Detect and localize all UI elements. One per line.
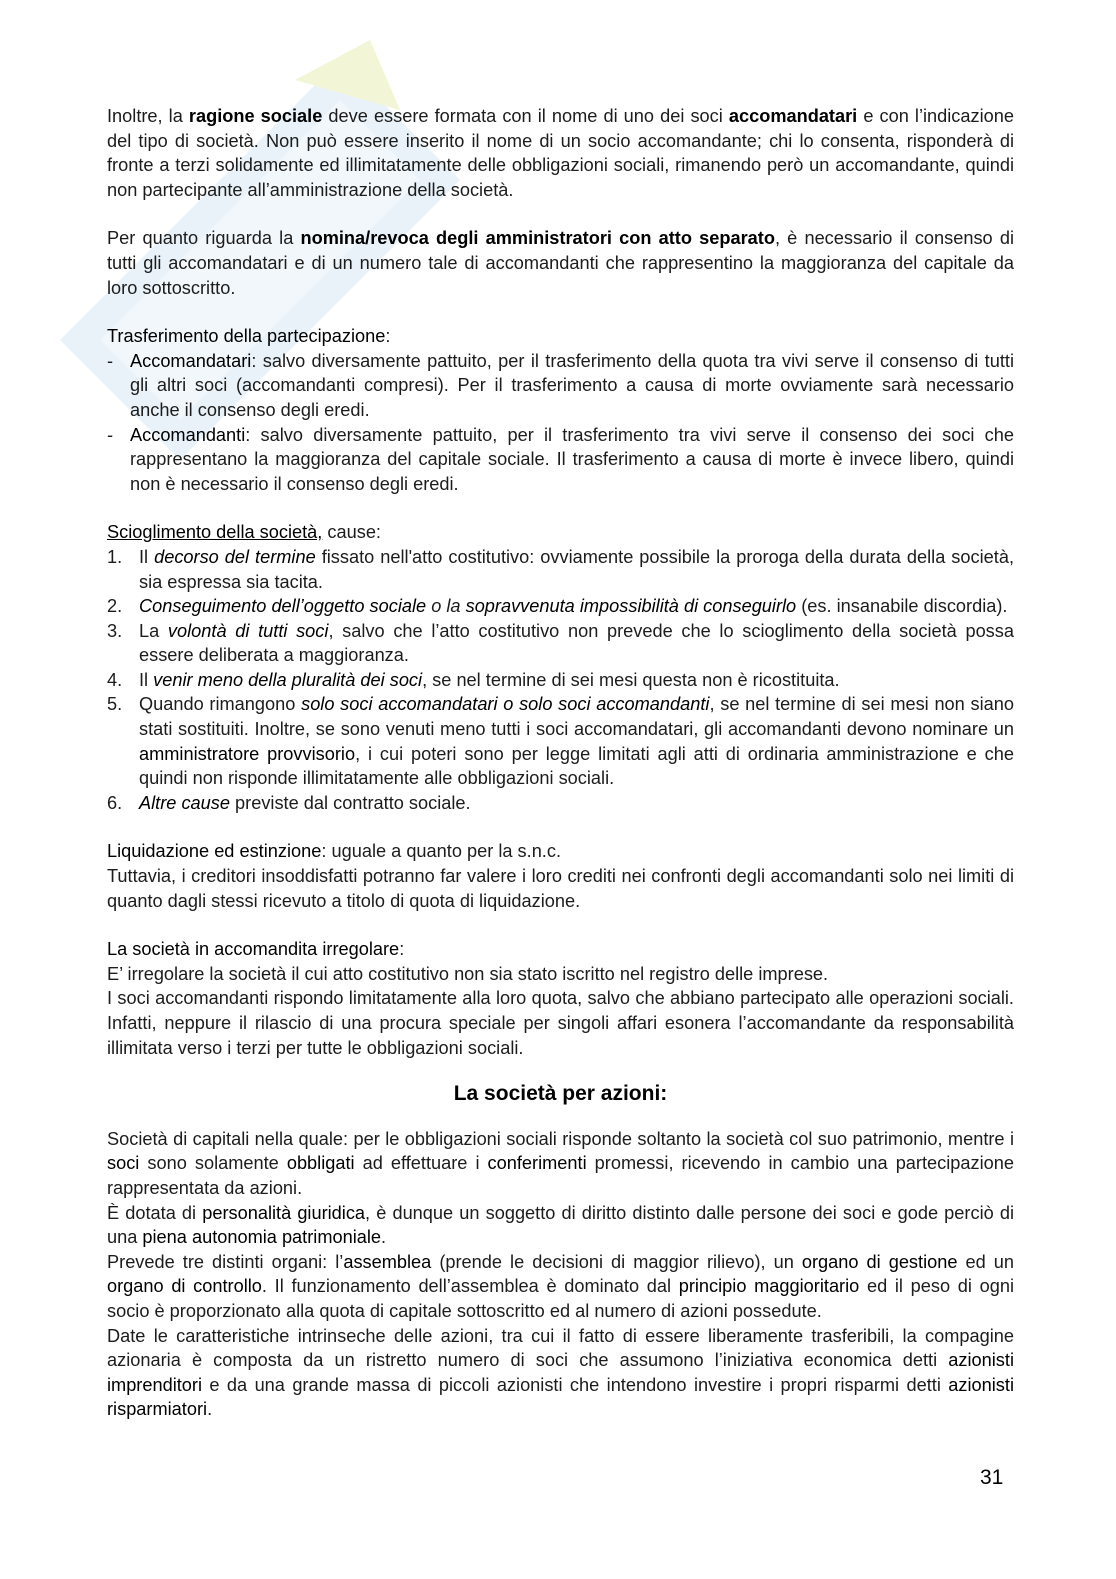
term: organo di controllo (107, 1276, 262, 1297)
text: ed il peso di ogni socio è proporzionato alla quota di capitale sottoscritto ed al numero di azioni possedute. (107, 1276, 1015, 1321)
text: : uguale a quanto per la s.n.c. (321, 841, 562, 862)
text: Il (139, 546, 155, 567)
section-heading: Liquidazione ed estinzione (107, 841, 322, 862)
text: ed un (957, 1251, 1014, 1272)
list-number: 1. (107, 546, 123, 567)
text: (es. insanabile discordia). (796, 596, 1008, 617)
text: : salvo diversamente pattuito, per il trasferimento della quota tra vivi serve il consenso di tutti gli altri soci (accomandanti compresi). Per il trasferimento a causa di morte ovviamente sarà necessario anche il consenso degli eredi. (130, 350, 1014, 420)
paragraph-spa-3 (107, 1250, 1014, 1324)
text: cause: (322, 522, 381, 543)
paragraph-irregolare-1: E’ irregolare la società il cui atto costitutivo non sia stato iscritto nel registro delle imprese. (107, 963, 829, 984)
paragraph-irregolare-2: I soci accomandanti rispondo limitatamente alla loro quota, salvo che abbiano partecipato alle operazioni sociali. Infatti, neppure il rilascio di una procura speciale per singoli affari esonera l’accomandante da responsabilità illimitata verso i terzi per tutte le obbligazioni sociali. (107, 988, 1014, 1058)
list-number: 3. (107, 620, 123, 641)
list-item (107, 349, 1014, 423)
term: Accomandatari (130, 350, 252, 371)
text: Società di capitali nella quale: per le obbligazioni sociali risponde soltanto la società col suo patrimonio, mentre i (107, 1128, 1014, 1149)
heading-irregolare (107, 937, 1014, 962)
term: venir meno della pluralità dei soci (153, 669, 423, 690)
term: principio maggioritario (678, 1276, 860, 1297)
text: (prende le decisioni di maggior rilievo), un (431, 1251, 802, 1272)
list-number: 4. (107, 669, 123, 690)
text: e con l’indicazione del tipo di società. Non può essere inserito il nome di un socio accomandante; chi lo consenta, risponderà di fronte a terzi solidamente ed illimitatamente delle obbligazioni sociali, rimanendo però un accomandante, quindi non partecipante all’amministrazione della società. (107, 106, 1014, 200)
term: obbligati (286, 1153, 355, 1174)
term-ragione-sociale: ragione sociale (188, 106, 323, 126)
text: sono solamente (139, 1153, 287, 1174)
term: assemblea (343, 1251, 432, 1272)
dash-bullet: - (107, 350, 114, 371)
text: È dotata di (107, 1202, 203, 1223)
text: . (207, 1399, 213, 1420)
text: Inoltre, la (107, 106, 189, 126)
list-number: 5. (107, 694, 123, 715)
text: La (139, 620, 168, 641)
text: previste dal contratto sociale. (229, 792, 471, 813)
list-item (107, 545, 1014, 594)
heading-liquidazione (107, 839, 1014, 864)
text: . (381, 1227, 387, 1248)
term: azionisti risparmiatori (107, 1374, 1014, 1420)
term: amministratore provvisorio (139, 743, 356, 764)
term: conferimenti (487, 1153, 587, 1174)
text: : salvo diversamente pattuito, per il trasferimento tra vivi serve il consenso dei soci che rappresentano la maggioranza del capitale sociale. Il trasferimento a causa di morte è invece libero, quindi non è necessario il consenso degli eredi. (130, 424, 1014, 494)
term-accomandatari: accomandatari (728, 106, 858, 126)
list-item (107, 668, 1014, 693)
heading-scioglimento (107, 520, 1014, 545)
dash-bullet: - (107, 424, 114, 445)
term: decorso del termine (154, 546, 316, 567)
list-trasferimento (107, 349, 1014, 497)
list-item (107, 594, 1014, 619)
text: ad effettuare i (354, 1153, 488, 1174)
text: , i cui poteri sono per legge limitati agli atti di ordinaria amministrazione e che quindi non risponde illimitatamente alle obbligazioni sociali. (139, 743, 1014, 789)
section-title-spa: La società per azioni: (453, 1082, 668, 1106)
list-number: 6. (107, 792, 123, 813)
list-item (107, 423, 1014, 497)
text: : (399, 939, 405, 960)
text: , è necessario il consenso di tutti gli accomandatari e di un numero tale di accomandanti che rappresentino la maggioranza del capitale da loro sottoscritto. (107, 228, 1014, 298)
text: Il (139, 669, 154, 690)
paragraph-liquidazione: Tuttavia, i creditori insoddisfatti potranno far valere i loro crediti nei confronti degli accomandanti solo nei limiti di quanto dagli stessi ricevuto a titolo di quota di liquidazione. (107, 866, 1014, 911)
text: , se nel termine di sei mesi non siano stati sostituiti. Inoltre, se sono venuti meno tutti i soci accomandatari, gli accomandanti devono nominare un (139, 694, 1014, 740)
term: soci (107, 1153, 140, 1174)
paragraph-spa-4 (107, 1324, 1014, 1422)
text: promessi, ricevendo in cambio una partecipazione rappresentata da azioni. (107, 1153, 1014, 1198)
term: sopravvenuta impossibilità di conseguirlo (465, 596, 797, 617)
list-item (107, 791, 1014, 816)
text: , è dunque un soggetto di diritto distinto dalle persone dei soci e gode perciò di una (107, 1202, 1014, 1248)
list-number: 2. (107, 596, 123, 617)
document-body (107, 104, 1014, 1422)
section-heading: Trasferimento della partecipazione (107, 326, 386, 347)
term: organo di gestione (801, 1251, 958, 1272)
paragraph-nomina-revoca (107, 226, 1014, 300)
term: Conseguimento dell’oggetto sociale (139, 596, 427, 617)
paragraph-spa-1 (107, 1127, 1014, 1201)
text: , se nel termine di sei mesi questa non è ricostituita. (422, 669, 840, 690)
term: Altre cause (139, 792, 230, 813)
term-nomina-revoca: nomina/revoca degli amministratori con atto separato (300, 228, 775, 249)
text: Quando rimangono (139, 694, 302, 715)
text: e da una grande massa di piccoli azionisti che intendono investire i propri risparmi detti (202, 1374, 949, 1395)
text: o la (426, 596, 466, 617)
text: . Il funzionamento dell’assemblea è dominato dal (261, 1276, 679, 1297)
list-item (107, 619, 1014, 668)
term: azionisti imprenditori (107, 1350, 1014, 1395)
text: Per quanto riguarda la (107, 228, 301, 249)
heading-trasferimento (107, 324, 1014, 349)
text: deve essere formata con il nome di uno dei soci (322, 106, 729, 126)
term: personalità giuridica (202, 1202, 366, 1223)
text: Date le caratteristiche intrinseche delle azioni, tra cui il fatto di essere liberamente trasferibili, la compagine azionaria è composta da un ristretto numero di soci che assumono l’iniziativa economica detti (107, 1325, 1014, 1371)
text: , salvo che l’atto costitutivo non prevede che lo scioglimento della società possa essere deliberata a maggioranza. (139, 620, 1014, 666)
term: piena autonomia patrimoniale (142, 1227, 382, 1248)
term: solo soci accomandatari o solo soci accomandanti (301, 694, 710, 715)
paragraph-ragione-sociale (107, 104, 1014, 202)
paragraph-spa-2 (107, 1201, 1014, 1250)
text: fissato nell'atto costitutivo: ovviamente possibile la proroga della durata della società, sia espressa sia tacita. (139, 546, 1014, 592)
page-number: 31 (980, 1466, 1004, 1489)
term: Accomandanti (130, 424, 246, 445)
text: Prevede tre distinti organi: l’ (107, 1251, 344, 1272)
section-heading: Scioglimento della società, (107, 522, 323, 543)
list-scioglimento (107, 545, 1014, 816)
section-heading: La società in accomandita irregolare (107, 939, 400, 960)
term: volontà di tutti soci (167, 620, 329, 641)
list-item (107, 692, 1014, 790)
text: : (385, 326, 391, 347)
